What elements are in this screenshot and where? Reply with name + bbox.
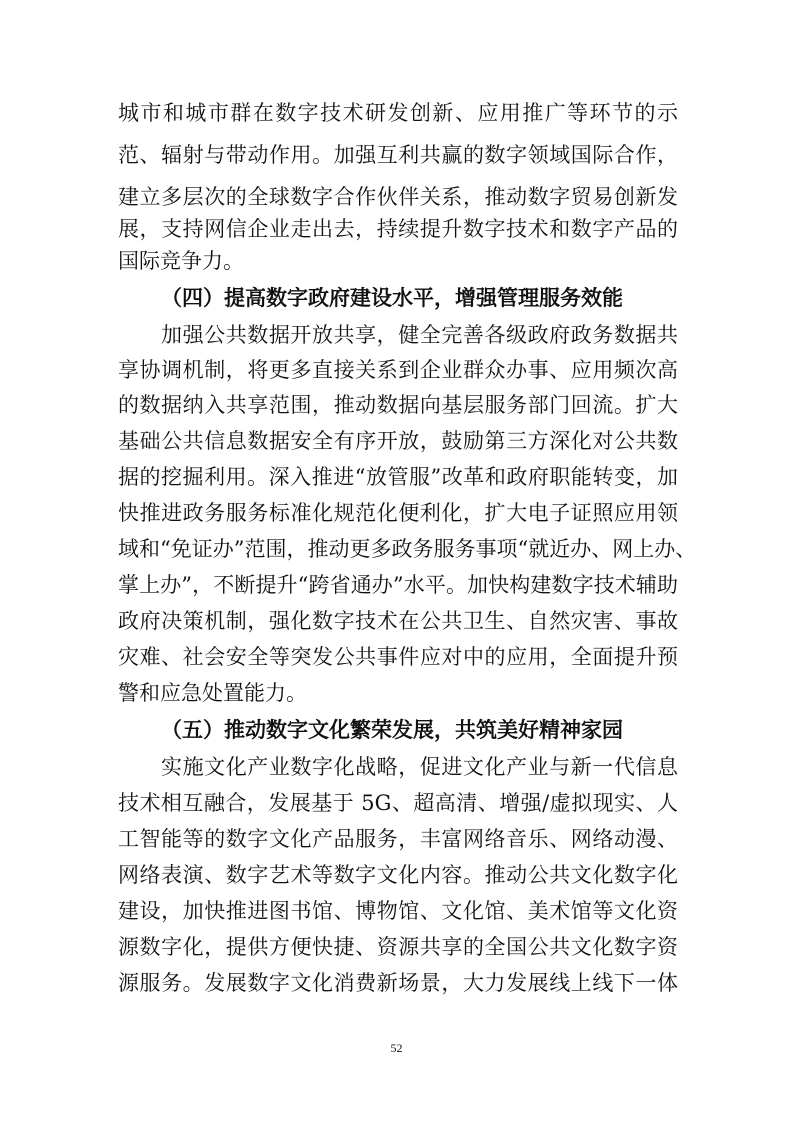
body-line: 实施文化产业数字化战略，促进文化产业与新一代信息 bbox=[161, 755, 678, 779]
body-line: 据的挖掘利用。深入推进“放管服”改革和政府职能转变，加 bbox=[118, 465, 678, 489]
body-line: 警和应急处置能力。 bbox=[118, 681, 307, 705]
body-line: 加强公共数据开放共享，健全完善各级政府政务数据共 bbox=[161, 323, 678, 347]
body-line: 工智能等的数字文化产品服务，丰富网络音乐、网络动漫、 bbox=[118, 827, 678, 851]
body-line: 范、辐射与带动作用。加强互利共赢的数字领域国际合作， bbox=[118, 143, 678, 167]
body-line: 技术相互融合，发展基于 5G、超高清、增强/虚拟现实、人 bbox=[118, 791, 678, 815]
page-number: 52 bbox=[390, 1041, 403, 1055]
body-line: 城市和城市群在数字技术研发创新、应用推广等环节的示 bbox=[118, 101, 678, 125]
section-heading-4: （四）提高数字政府建设水平，增强管理服务效能 bbox=[161, 286, 623, 310]
section-heading-5: （五）推动数字文化繁荣发展，共筑美好精神家园 bbox=[161, 718, 623, 742]
body-line: 政府决策机制，强化数字技术在公共卫生、自然灾害、事故 bbox=[118, 609, 678, 633]
body-line: 网络表演、数字艺术等数字文化内容。推动公共文化数字化 bbox=[118, 863, 678, 887]
body-line: 建设，加快推进图书馆、博物馆、文化馆、美术馆等文化资 bbox=[118, 899, 678, 923]
body-line: 国际竞争力。 bbox=[118, 249, 244, 273]
body-line: 源数字化，提供方便快捷、资源共享的全国公共文化数字资 bbox=[118, 935, 678, 959]
body-line: 域和“免证办”范围，推动更多政务服务事项“就近办、网上办、 bbox=[118, 537, 697, 561]
body-line: 享协调机制，将更多直接关系到企业群众办事、应用频次高 bbox=[118, 358, 678, 382]
body-line: 基础公共信息数据安全有序开放，鼓励第三方深化对公共数 bbox=[118, 429, 678, 453]
body-line: 源服务。发展数字文化消费新场景，大力发展线上线下一体 bbox=[118, 971, 678, 995]
body-line: 建立多层次的全球数字合作伙伴关系，推动数字贸易创新发 bbox=[118, 185, 678, 209]
body-line: 灾难、社会安全等突发公共事件应对中的应用，全面提升预 bbox=[118, 645, 678, 669]
body-line: 展，支持网信企业走出去，持续提升数字技术和数字产品的 bbox=[118, 217, 678, 241]
body-line: 快推进政务服务标准化规范化便利化，扩大电子证照应用领 bbox=[118, 501, 678, 525]
body-line: 的数据纳入共享范围，推动数据向基层服务部门回流。扩大 bbox=[118, 393, 678, 417]
body-line: 掌上办”，不断提升“跨省通办”水平。加快构建数字技术辅助 bbox=[118, 573, 678, 597]
